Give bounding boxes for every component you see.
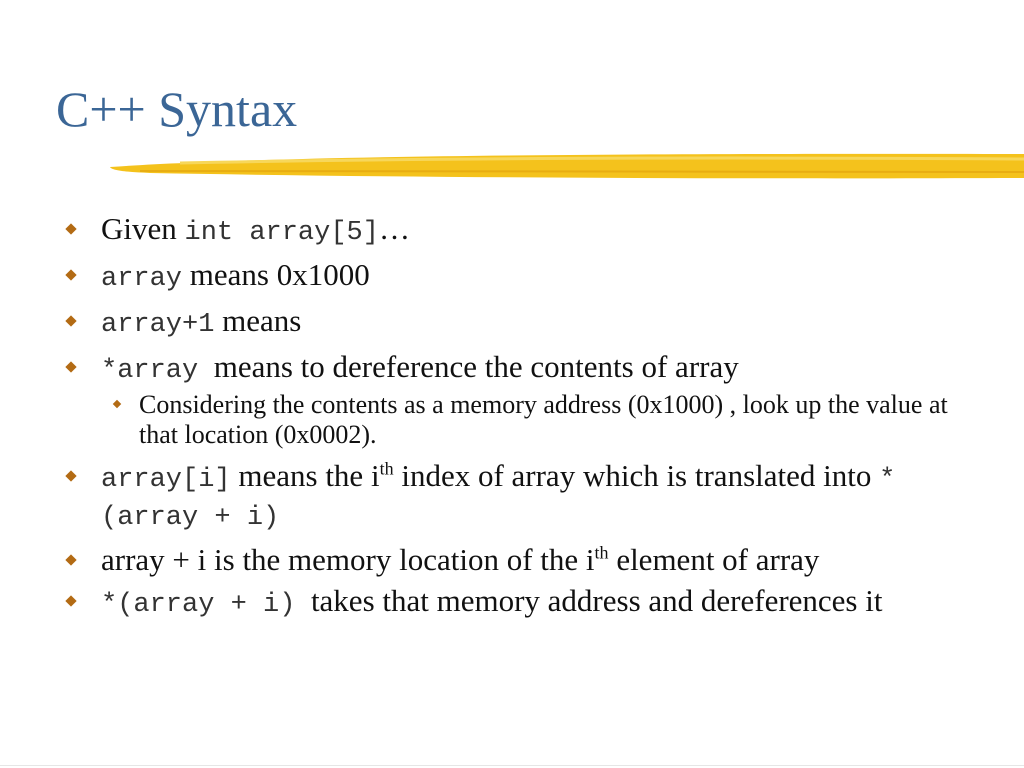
bullet-text: … [378,211,410,246]
bullet-text: means 0x1000 [182,257,370,292]
sub-bullet-considering [110,390,964,450]
code-snippet: *array [101,356,199,386]
code-snippet: array [101,264,183,294]
bullet-text: means the i [230,458,380,493]
code-snippet: array[i] [101,465,231,495]
bullet-text: means [214,303,302,338]
footer-divider [0,765,1024,766]
bullet-diamond-icon [65,223,76,234]
bullet-text: takes that memory address and dereferences it [295,583,883,618]
bullet-diamond-icon [65,470,76,481]
bullet-text: Considering the contents as a memory address (0x1000) , look up the value at that location (0x0002). [139,390,948,449]
bullet-array-plus-one [64,304,964,342]
bullet-diamond-icon [113,400,121,408]
bullet-deref [64,350,964,388]
bullet-diamond-icon [65,554,76,565]
code-snippet: *(array + i) [101,465,896,533]
superscript: th [379,458,394,479]
bullet-given [64,212,964,250]
bullet-text: array + i is the memory location of the i [101,542,595,577]
bullet-diamond-icon [65,361,76,372]
bullet-array-index [64,459,964,535]
bullet-text: element of array [608,542,820,577]
bullet-text: Given [101,211,185,246]
bullet-text: means to dereference the contents of array [198,349,739,384]
bullet-text: index of array which is translated into [393,458,880,493]
bullet-diamond-icon [65,269,76,280]
bullet-list [64,212,964,630]
bullet-array-means [64,258,964,296]
code-snippet: int array[5] [184,218,379,248]
bullet-diamond-icon [65,315,76,326]
code-snippet: *(array + i) [101,590,296,620]
code-snippet: array+1 [101,310,215,340]
superscript: th [594,542,609,563]
title-highlight-stroke [0,145,1024,187]
bullet-memory-location [64,543,964,576]
slide-title: C++ Syntax [56,81,298,137]
bullet-diamond-icon [65,595,76,606]
bullet-takes-address [64,584,964,622]
